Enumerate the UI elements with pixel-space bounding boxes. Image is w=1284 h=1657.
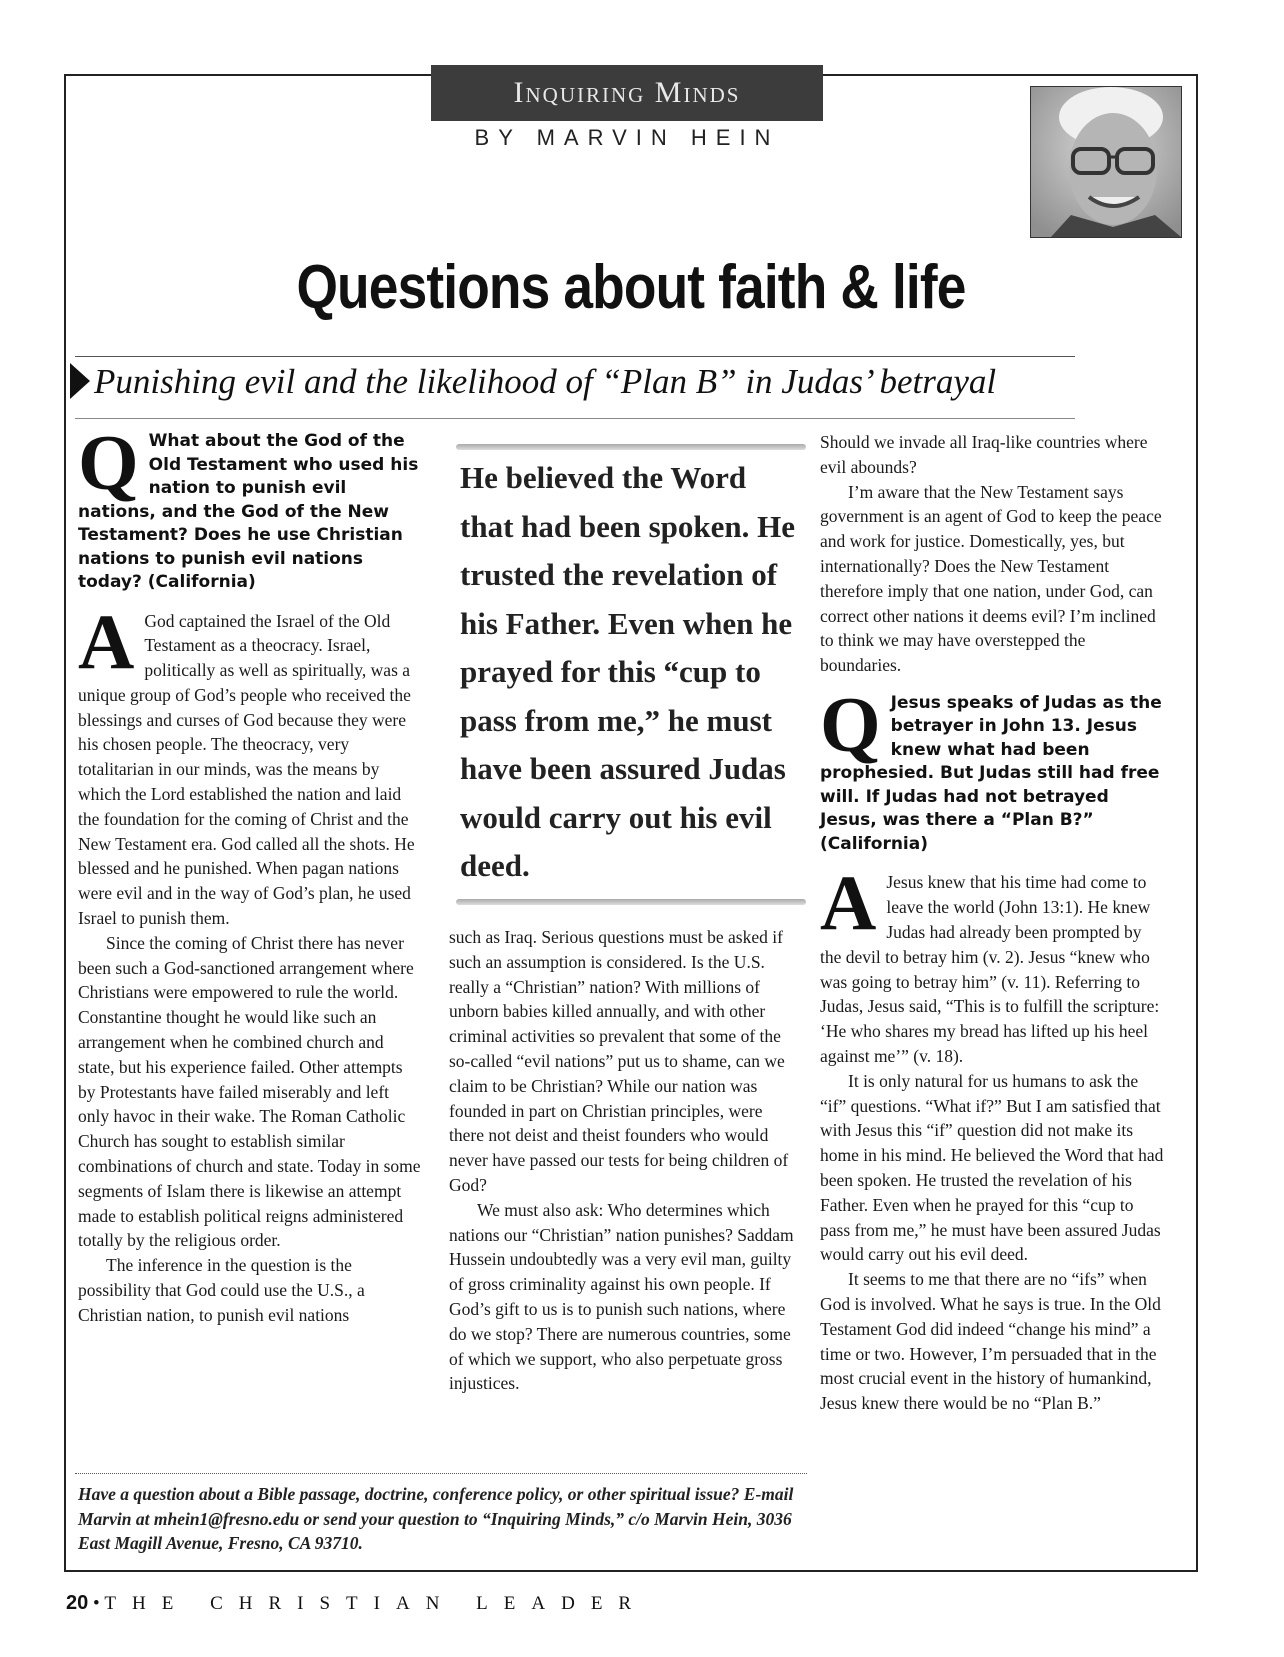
drop-cap-a: A — [820, 859, 877, 947]
answer-2 — [820, 859, 1165, 1068]
page-number: 20 — [66, 1592, 89, 1614]
subhead-text: Punishing evil and the likelihood of “Plan B” in Judas’ betrayal — [94, 362, 997, 401]
pull-quote-rule — [456, 899, 806, 905]
answer-2-paragraph: Jesus knew that his time had come to leave the world (John 13:1). He knew Judas had already been prompted by the devil to betray him (v. 2). Jesus “knew who was going to betray him” (v. 11). Referring to Judas, Jesus said, “This is to fulfill the scripture: ‘He who shares my bread has lifted up his heel against me’” (v. 18). — [820, 872, 1160, 1067]
answer-2-paragraph: It seems to me that there are no “ifs” when God is involved. What he says is true. In the Old Testament God did indeed “change his mind” a time or two. However, I’m persuaded that in the most crucial event in the history of humankind, Jesus knew there would be no “Plan B.” — [820, 1269, 1161, 1414]
divider — [75, 418, 1075, 419]
column-2 — [449, 925, 794, 1396]
question-1 — [78, 419, 423, 595]
drop-cap-q: Q — [820, 680, 881, 768]
question-1-text: What about the God of the Old Testament who used his nation to punish evil nations, and the God of the New Testament? Does he use Christian nations to punish evil nations today? (California) — [78, 431, 419, 592]
answer-1-paragraph: I’m aware that the New Testament says government is an agent of God to keep the peace and work for justice. Domestically, yes, but internationally? Does the New Testament therefore imply that one nation, under God, can correct other nations it deems evil? I’m inclined to think we may have overstepped the boundaries. — [820, 481, 1162, 676]
drop-cap-q: Q — [78, 419, 139, 506]
separator: • — [93, 1593, 100, 1614]
arrow-icon — [70, 363, 90, 399]
column-1 — [78, 419, 423, 1328]
answer-1-paragraph: The inference in the question is the possibility that God could use the U.S., a Christian nation, to punish evil nations — [78, 1255, 365, 1325]
answer-1-paragraph: Since the coming of Christ there has never been such a God-sanctioned arrangement where Christians were empowered to rule the world. Constantine thought he would like such an arrangement when he combined church and state, but his experience failed. Other attempts by Protestants have failed miserably and left only havoc in their wake. The Roman Catholic Church has sought to establish similar combinations of church and state. Today in some segments of Islam there is likewise an attempt made to establish political reigns administered totally by the religious order. — [78, 932, 421, 1251]
answer-1-paragraph: such as Iraq. Serious questions must be asked if such an assumption is considered. Is the U.S. really a “Christian” nation? With millions of unborn babies killed annually, and with other criminal activities so prevalent that some of the so-called “evil nations” put us to shame, can we claim to be Christian? While our nation was founded in part on Christian principles, were there not deist and theist founders who would never have passed our tests for being children of God? — [449, 927, 789, 1195]
submission-note: Have a question about a Bible passage, doctrine, conference policy, or other spiritual issue? E-mail Marvin at mhein1@fresno.edu or send your question to “Inquiring Minds,” c/o Marvin Hein, 3036 East Magill Avenue, Fresno, CA 93710. — [78, 1484, 794, 1553]
page-footer — [66, 1592, 647, 1615]
byline: BY MARVIN HEIN — [474, 125, 780, 150]
answer-2-paragraph: It is only natural for us humans to ask the “if” questions. “What if?” But I am satisfied that with Jesus this “if” question did not make its home in his mind. He believed the Word that had been spoken. He trusted the revelation of his Father. Even when he prayed for this “cup to pass from me,” he must have been assured Judas would carry out his evil deed. — [820, 1070, 1164, 1265]
drop-cap-a: A — [78, 597, 135, 685]
divider — [75, 356, 1075, 357]
column-title: Inquiring Minds — [431, 65, 823, 121]
author-photo — [1030, 86, 1182, 238]
question-2-text: Jesus speaks of Judas as the betrayer in John 13. Jesus knew what had been prophesied. But Judas still had free will. If Judas had not betrayed Jesus, was there a “Plan B?” (California) — [820, 692, 1162, 854]
divider — [75, 1473, 807, 1474]
question-2 — [820, 680, 1165, 857]
column-3 — [820, 430, 1165, 1416]
pull-quote — [456, 444, 806, 899]
pull-quote-text: He believed the Word that had been spoken. He trusted the revelation of his Father. Even when he prayed for this “cup to pass from me,” he must have been assured Judas would carry out his evil deed. — [460, 460, 796, 883]
headline: Questions about faith & life — [296, 253, 966, 322]
answer-1-paragraph: We must also ask: Who determines which nations our “Christian” nation punishes? Saddam Hussein undoubtedly was a very evil man, guilty of gross criminality against his own people. If God’s gift to us is to punish such nations, where do we stop? There are numerous countries, some of which we support, who also perpetuate gross injustices. — [449, 1199, 794, 1394]
answer-1-paragraph: Should we invade all Iraq-like countries where evil abounds? — [820, 432, 1148, 477]
subhead — [70, 362, 1170, 402]
answer-1-paragraph: God captained the Israel of the Old Testament as a theocracy. Israel, politically as well as spiritually, was a unique group of God’s people who received the blessings and curses of God because they were his chosen people. The theocracy, very totalitarian in our minds, was the means by which the Lord established the nation and laid the foundation for the coming of Christ and the New Testament era. God called all the shots. He blessed and he punished. When pagan nations were evil and in the way of God’s plan, he used Israel to punish them. — [78, 610, 415, 929]
answer-1 — [78, 597, 423, 931]
publication-name: THE CHRISTIAN LEADER — [104, 1593, 648, 1614]
